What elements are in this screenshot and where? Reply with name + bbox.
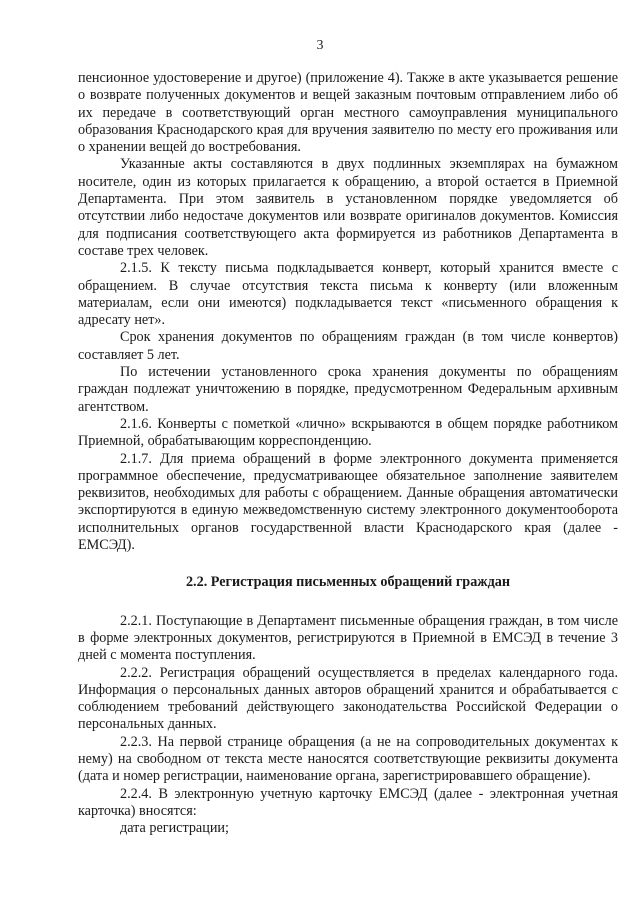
paragraph: 2.2.1. Поступающие в Департамент письменные обращения граждан, в том числе в форме электронных документов, регистрируются в Приемной в ЕМСЭД в течение 3 дней с момента поступления.: [78, 612, 618, 664]
paragraph: 2.2.3. На первой странице обращения (а не на сопроводительных документах к нему) на свободном от текста месте наносятся соответствующие реквизиты документа (дата и номер регистрации, наименование органа, зарегистрировавшего обращение).: [78, 733, 618, 785]
paragraph: 2.2.4. В электронную учетную карточку ЕМСЭД (далее - электронная учетная карточка) вносятся:: [78, 785, 618, 819]
paragraph: 2.2.2. Регистрация обращений осуществляется в пределах календарного года. Информация о персональных данных авторов обращений хранится и обрабатывается с соблюдением требований действующего законодательства Российской Федерации о персональных данных.: [78, 664, 618, 733]
paragraph: По истечении установленного срока хранения документы по обращениям граждан подлежат уничтожению в порядке, предусмотренном Федеральным архивным агентством.: [78, 364, 618, 415]
paragraph: Срок хранения документов по обращениям граждан (в том числе конвертов) составляет 5 лет.: [78, 329, 618, 363]
paragraph: 2.1.6. Конверты с пометкой «лично» вскрываются в общем порядке работником Приемной, обрабатывающим корреспонденцию.: [78, 415, 618, 450]
list-item: дата регистрации;: [120, 820, 229, 837]
paragraph: 2.1.5. К тексту письма подкладывается конверт, который хранится вместе с обращением. В случае отсутствия текста письма к конверту (или вложенным материалам, если они имеются) подкладывается текст «письменного обращения к адресату нет».: [78, 260, 618, 329]
paragraph: пенсионное удостоверение и другое) (приложение 4). Также в акте указывается решение о возврате полученных документов и вещей заказным почтовым отправлением либо об их передаче в соответствующий орган местного самоуправления муниципального образования Краснодарского края для вручения заявителю по месту его проживания или о хранении вещей до востребования.: [78, 70, 618, 156]
paragraph: 2.1.7. Для приема обращений в форме электронного документа применяется программное обеспечение, предусматривающее обязательное заполнение заявителем реквизитов, необходимых для работы с обращением. Данные обращения автоматически экспортируются в единую межведомственную систему электронного документооборота исполнительных органов государственной власти Краснодарского края (далее - ЕМСЭД).: [78, 450, 618, 554]
paragraph: Указанные акты составляются в двух подлинных экземплярах на бумажном носителе, один из которых прилагается к обращению, а второй остается в Приемной Департамента. При этом заявитель в установленном порядке уведомляется об отсутствии либо недостаче документов или возврате оригиналов документов. Комиссия для подписания соответствующего акта формируется из работников Департамента в составе трех человек.: [78, 156, 618, 259]
section-heading: 2.2. Регистрация письменных обращений граждан: [185, 574, 511, 591]
document-body: [78, 70, 618, 837]
page-number: 3: [316, 38, 324, 53]
